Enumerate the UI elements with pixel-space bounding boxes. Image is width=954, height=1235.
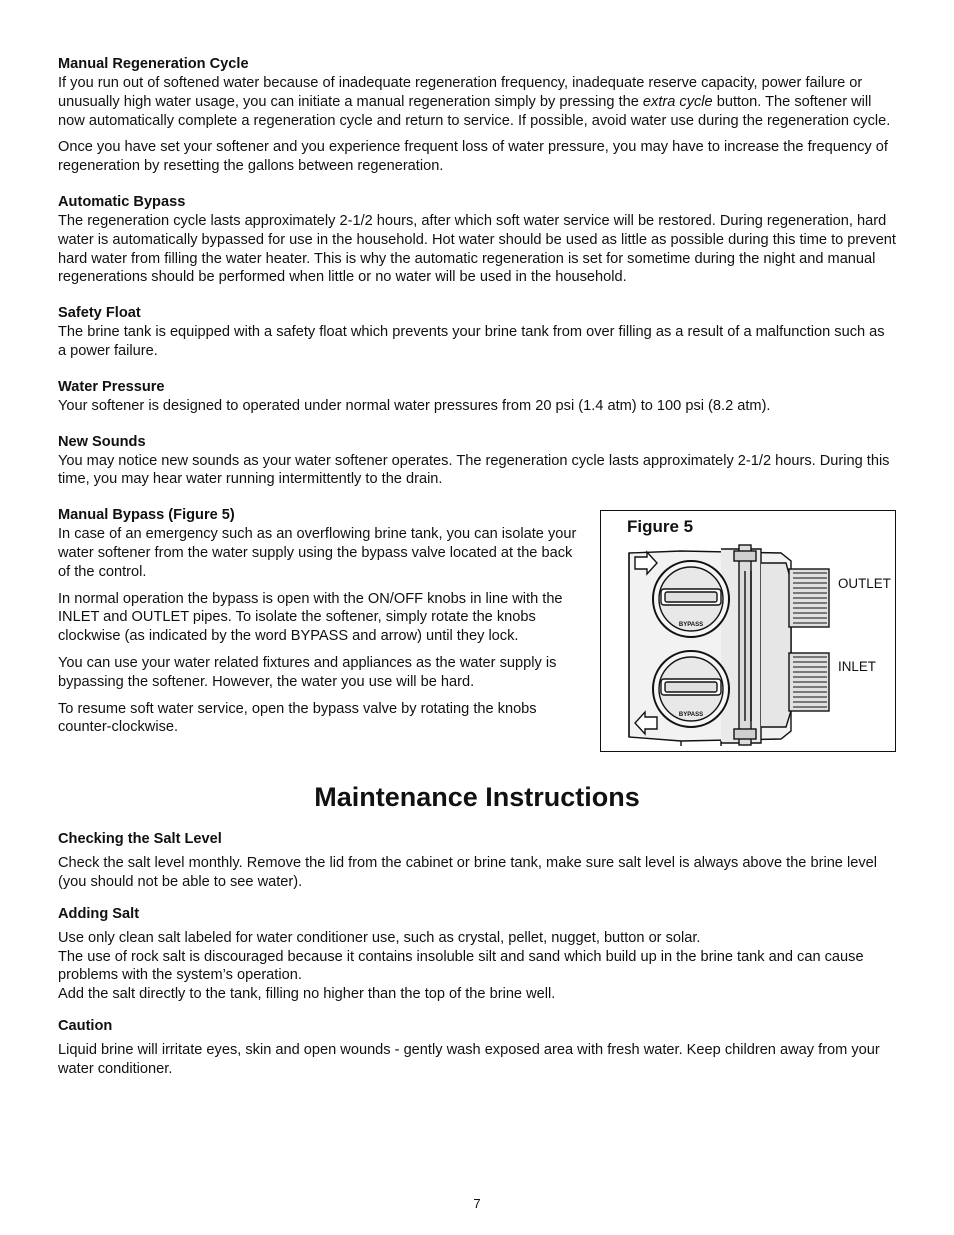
section-heading: Water Pressure <box>58 378 165 395</box>
section-water-pressure <box>58 379 896 416</box>
page-content <box>58 56 896 1093</box>
knob-bypass-label: BYPASS <box>678 712 704 719</box>
section-adding-salt <box>58 906 896 1004</box>
figure-title: Figure 5 <box>627 517 694 537</box>
section-manual-regeneration <box>58 56 896 176</box>
section-paragraph: Add the salt directly to the tank, filling no higher than the top of the brine well. <box>58 986 556 1003</box>
section-paragraph: In case of an emergency such as an overflowing brine tank, you can isolate your water softener from the water supply using the bypass valve located at the back of the control. <box>58 526 577 580</box>
section-paragraph: Liquid brine will irritate eyes, skin and open wounds - gently wash exposed area with fresh water. Keep children away from your water conditioner. <box>58 1041 880 1077</box>
section-safety-float <box>58 305 896 361</box>
maintenance-title: Maintenance Instructions <box>314 782 640 813</box>
section-heading: New Sounds <box>58 433 146 450</box>
figure-5-box <box>600 510 896 752</box>
emphasis-extra-cycle: extra cycle <box>642 93 713 110</box>
section-new-sounds <box>58 434 896 490</box>
section-paragraph: Your softener is designed to operated under normal water pressures from 20 psi (1.4 atm) to 100 psi (8.2 atm). <box>58 397 771 414</box>
section-caution <box>58 1018 896 1079</box>
section-heading: Adding Salt <box>58 905 140 922</box>
bypass-valve-illustration <box>621 541 836 746</box>
section-paragraph: Use only clean salt labeled for water conditioner use, such as crystal, pellet, nugget, button or solar. <box>58 929 701 946</box>
section-paragraph: You may notice new sounds as your water softener operates. The regeneration cycle lasts approximately 2-1/2 hours. During this time, you may hear water running intermittently to the drain. <box>58 452 890 488</box>
section-paragraph: The regeneration cycle lasts approximately 2-1/2 hours, after which soft water service will be restored. During regeneration, hard water is automatically bypassed for use in the household. Hot water should be used as little as possible during this time to prevent hard water from filling the water heater. This is why the automatic regeneration is set for sometime during the night and manual regenerations should be performed when little or no water will be used in the household. <box>58 212 896 286</box>
section-paragraph: Once you have set your softener and you experience frequent loss of water pressure, you may have to increase the frequency of regeneration by resetting the gallons between regeneration. <box>58 139 888 175</box>
section-automatic-bypass <box>58 194 896 287</box>
section-heading: Safety Float <box>58 305 141 322</box>
section-checking-salt-level <box>58 831 896 892</box>
bypass-text <box>58 507 588 737</box>
section-paragraph: The brine tank is equipped with a safety float which prevents your brine tank from over filling as a result of a malfunction such as a power failure. <box>58 324 885 359</box>
section-paragraph: The use of rock salt is discouraged because it contains insoluble silt and sand which build up in the brine tank and can cause problems with the system’s operation. <box>58 948 864 984</box>
inlet-label: INLET <box>838 659 876 675</box>
outlet-label: OUTLET <box>838 576 891 592</box>
section-heading: Caution <box>58 1017 113 1034</box>
section-paragraph: To resume soft water service, open the bypass valve by rotating the knobs counter-clockwise. <box>58 700 537 736</box>
section-manual-bypass <box>58 507 896 757</box>
section-heading: Checking the Salt Level <box>58 831 222 848</box>
section-paragraph: If you run out of softened water because of inadequate regeneration frequency, inadequate reserve capacity, power failure or unusually high water usage, you can initiate a manual regeneration simply by pressing the extra cycle button. The softener will now automatically complete a regeneration cycle and return to service. If possible, avoid water use during the regeneration cycle. <box>58 75 891 129</box>
section-paragraph: Check the salt level monthly. Remove the lid from the cabinet or brine tank, make sure salt level is always above the brine level (you should not be able to see water). <box>58 855 877 890</box>
section-paragraph: In normal operation the bypass is open with the ON/OFF knobs in line with the INLET and OUTLET pipes. To isolate the softener, simply rotate the knobs clockwise (as indicated by the word BYPASS and arrow) until they lock. <box>58 590 563 645</box>
section-paragraph: You can use your water related fixtures and appliances as the water supply is bypassing the softener. However, the water you use will be hard. <box>58 654 557 690</box>
section-heading: Manual Regeneration Cycle <box>58 56 249 72</box>
page-number: 7 <box>473 1196 481 1211</box>
section-heading: Manual Bypass (Figure 5) <box>58 507 235 524</box>
knob-bypass-label: BYPASS <box>678 622 704 629</box>
section-heading: Automatic Bypass <box>58 193 186 210</box>
